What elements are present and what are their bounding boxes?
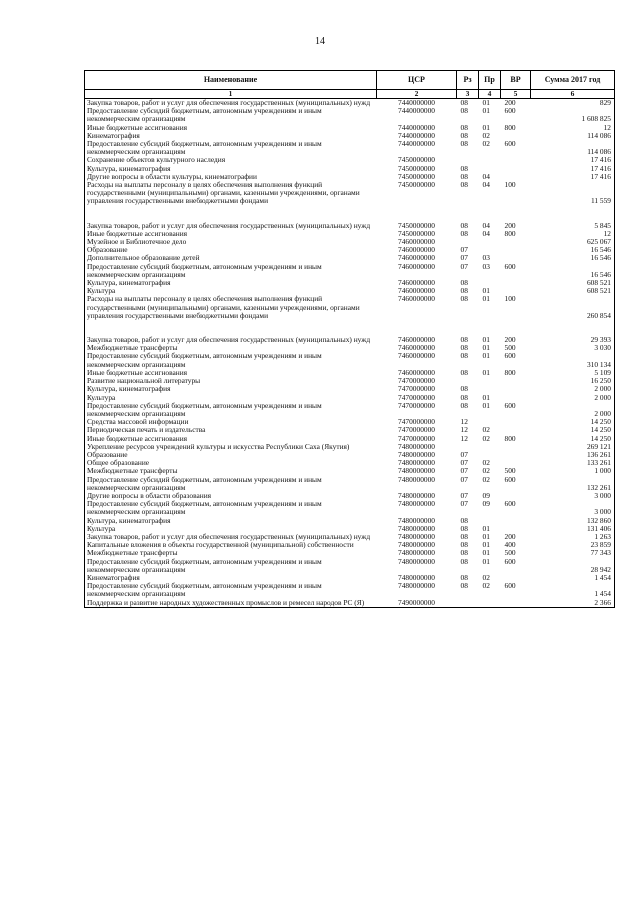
cell-amount: 136 261 xyxy=(531,451,615,459)
table-row xyxy=(85,402,615,418)
cell-code: 7460000000 xyxy=(398,294,435,304)
header-rz: Рз xyxy=(457,71,479,90)
cell-name: Иные бюджетные ассигнования xyxy=(85,369,377,377)
cell-name: Культура xyxy=(85,287,377,295)
cell-vr: 600 xyxy=(504,581,516,591)
cell-name: Кинематография xyxy=(85,574,377,582)
cell-name: Предоставление субсидий бюджетным, автономным учреждениям и иным некоммерческим организациям xyxy=(85,352,377,368)
header-vr: ВР xyxy=(501,71,531,90)
cell-name: Культура, кинематография xyxy=(85,385,377,393)
cell-code: 7470000000 xyxy=(398,384,435,394)
cell-pr: 01 xyxy=(482,400,490,410)
cell-rz: 08 xyxy=(460,106,468,116)
cell-pr: 04 xyxy=(482,220,490,230)
cell-pr: 01 xyxy=(482,392,490,402)
cell-rz: 08 xyxy=(460,294,468,304)
spacer-cell xyxy=(85,320,377,336)
cell-rz: 08 xyxy=(460,572,468,582)
cell-amount: 12 xyxy=(531,230,615,238)
cell-amount: 2 000 xyxy=(531,402,615,418)
cell-rz: 08 xyxy=(460,98,468,107)
cell-code: 7480000000 xyxy=(398,441,435,451)
table-row xyxy=(85,263,615,279)
cell-name: Поддержка и развитие народных художественных промыслов и ремесел народов РС (Я) xyxy=(85,599,377,608)
cell-pr xyxy=(479,238,501,246)
cell-amount: 16 250 xyxy=(531,377,615,385)
cell-pr: 09 xyxy=(482,490,490,500)
cell-pr: 01 xyxy=(482,335,490,345)
cell-name: Культура xyxy=(85,394,377,402)
cell-code: 7460000000 xyxy=(398,261,435,271)
cell-amount: 625 067 xyxy=(531,238,615,246)
cell-rz: 08 xyxy=(460,228,468,238)
cell-pr xyxy=(479,443,501,451)
cell-vr: 500 xyxy=(504,548,516,558)
cell-name: Предоставление субсидий бюджетным, автономным учреждениям и иным некоммерческим организациям xyxy=(85,107,377,123)
cell-rz: 07 xyxy=(460,490,468,500)
cell-name: Капитальные вложения в объекты государственной (муниципальной) собственности xyxy=(85,541,377,549)
cell-amount: 1 000 xyxy=(531,467,615,475)
column-number: 4 xyxy=(479,90,501,99)
header-pr: Пр xyxy=(479,71,501,90)
cell-rz: 08 xyxy=(460,540,468,550)
cell-vr: 500 xyxy=(504,343,516,353)
cell-rz: 08 xyxy=(460,392,468,402)
header-name: Наименование xyxy=(85,71,377,90)
column-number: 3 xyxy=(457,90,479,99)
table-row xyxy=(85,352,615,368)
cell-pr: 02 xyxy=(482,581,490,591)
cell-code: 7480000000 xyxy=(398,449,435,459)
cell-vr: 800 xyxy=(504,433,516,443)
cell-name: Предоставление субсидий бюджетным, автономным учреждениям и иным некоммерческим организациям xyxy=(85,476,377,492)
cell-pr: 02 xyxy=(482,466,490,476)
cell-amount: 12 xyxy=(531,124,615,132)
cell-vr xyxy=(501,156,531,164)
cell-rz: 08 xyxy=(460,122,468,132)
table-header-row xyxy=(85,71,615,90)
cell-pr: 02 xyxy=(482,572,490,582)
cell-amount: 3 030 xyxy=(531,344,615,352)
table-row xyxy=(85,181,615,206)
cell-code: 7470000000 xyxy=(398,433,435,443)
cell-amount: 829 xyxy=(531,99,615,108)
cell-amount: 16 546 xyxy=(531,263,615,279)
cell-rz: 07 xyxy=(460,449,468,459)
cell-rz: 08 xyxy=(460,384,468,394)
cell-amount: 132 261 xyxy=(531,476,615,492)
cell-name: Дополнительное образование детей xyxy=(85,254,377,262)
cell-code: 7480000000 xyxy=(398,474,435,484)
cell-pr: 03 xyxy=(482,253,490,263)
cell-amount: 269 121 xyxy=(531,443,615,451)
cell-amount: 23 859 xyxy=(531,541,615,549)
cell-pr: 02 xyxy=(482,425,490,435)
cell-code: 7450000000 xyxy=(398,180,435,190)
cell-vr: 600 xyxy=(504,351,516,361)
cell-amount: 114 086 xyxy=(531,140,615,156)
spacer-cell xyxy=(501,206,531,222)
cell-code: 7460000000 xyxy=(398,245,435,255)
cell-pr: 02 xyxy=(482,458,490,468)
cell-pr: 01 xyxy=(482,556,490,566)
cell-rz: 08 xyxy=(460,556,468,566)
cell-code: 7440000000 xyxy=(398,139,435,149)
cell-name: Культура, кинематография xyxy=(85,279,377,287)
cell-name: Периодическая печать и издательства xyxy=(85,426,377,434)
cell-code: 7480000000 xyxy=(398,556,435,566)
cell-name: Межбюджетные трансферты xyxy=(85,467,377,475)
cell-code: 7470000000 xyxy=(398,425,435,435)
cell-name: Предоставление субсидий бюджетным, автономным учреждениям и иным некоммерческим организациям xyxy=(85,402,377,418)
budget-table xyxy=(84,70,614,608)
table-row xyxy=(85,238,615,246)
cell-pr: 01 xyxy=(482,351,490,361)
cell-amount: 1 454 xyxy=(531,582,615,598)
cell-vr: 200 xyxy=(504,531,516,541)
cell-code: 7460000000 xyxy=(398,351,435,361)
cell-amount: 11 559 xyxy=(531,181,615,206)
page-number: 14 xyxy=(315,36,325,47)
cell-pr: 01 xyxy=(482,548,490,558)
cell-name: Другие вопросы в области культуры, кинематографии xyxy=(85,173,377,181)
cell-name: Иные бюджетные ассигнования xyxy=(85,230,377,238)
cell-code: 7480000000 xyxy=(398,466,435,476)
cell-name: Средства массовой информации xyxy=(85,418,377,426)
cell-rz: 07 xyxy=(460,466,468,476)
cell-name: Культура, кинематография xyxy=(85,165,377,173)
cell-amount: 28 942 xyxy=(531,558,615,574)
cell-amount: 3 000 xyxy=(531,492,615,500)
cell-vr xyxy=(501,599,531,608)
row-spacer xyxy=(85,206,615,222)
cell-rz: 08 xyxy=(460,581,468,591)
cell-code: 7470000000 xyxy=(398,392,435,402)
cell-amount: 5 845 xyxy=(531,222,615,230)
cell-name: Сохранение объектов культурного наследия xyxy=(85,156,377,164)
cell-amount: 16 546 xyxy=(531,246,615,254)
cell-vr: 500 xyxy=(504,466,516,476)
cell-rz: 08 xyxy=(460,515,468,525)
cell-name: Общее образование xyxy=(85,459,377,467)
spacer-cell xyxy=(479,206,501,222)
cell-vr: 200 xyxy=(504,335,516,345)
cell-vr xyxy=(501,451,531,459)
cell-vr xyxy=(501,279,531,287)
column-number: 6 xyxy=(531,90,615,99)
cell-pr: 01 xyxy=(482,106,490,116)
cell-amount: 2 000 xyxy=(531,385,615,393)
spacer-cell xyxy=(501,320,531,336)
cell-rz: 12 xyxy=(460,417,468,427)
cell-vr: 400 xyxy=(504,540,516,550)
table-row xyxy=(85,385,615,393)
cell-name: Закупка товаров, работ и услуг для обеспечения государственных (муниципальных) нужд xyxy=(85,222,377,230)
cell-pr: 01 xyxy=(482,367,490,377)
cell-rz: 08 xyxy=(460,335,468,345)
table-row xyxy=(85,517,615,525)
spacer-cell xyxy=(377,320,457,336)
cell-pr xyxy=(479,599,501,608)
cell-code: 7480000000 xyxy=(398,531,435,541)
table-row xyxy=(85,500,615,516)
cell-code: 7440000000 xyxy=(398,98,435,107)
cell-pr: 01 xyxy=(482,286,490,296)
cell-name: Межбюджетные трансферты xyxy=(85,344,377,352)
cell-code: 7490000000 xyxy=(377,599,457,608)
cell-rz: 08 xyxy=(460,163,468,173)
cell-pr: 01 xyxy=(482,523,490,533)
table-row xyxy=(85,451,615,459)
cell-pr: 02 xyxy=(482,433,490,443)
cell-pr xyxy=(479,156,501,164)
cell-amount: 17 416 xyxy=(531,156,615,164)
cell-amount: 16 546 xyxy=(531,254,615,262)
cell-vr xyxy=(501,165,531,173)
cell-pr: 01 xyxy=(482,122,490,132)
cell-rz: 08 xyxy=(460,523,468,533)
table-row xyxy=(85,558,615,574)
cell-vr xyxy=(501,385,531,393)
column-number: 5 xyxy=(501,90,531,99)
cell-amount: 14 250 xyxy=(531,435,615,443)
cell-name: Иные бюджетные ассигнования xyxy=(85,435,377,443)
cell-code: 7480000000 xyxy=(398,581,435,591)
table-row xyxy=(85,476,615,492)
cell-name: Развитие национальной литературы xyxy=(85,377,377,385)
header-code: ЦСР xyxy=(377,71,457,90)
cell-code: 7480000000 xyxy=(398,515,435,525)
cell-name: Предоставление субсидий бюджетным, автономным учреждениям и иным некоммерческим организациям xyxy=(85,582,377,598)
cell-code: 7440000000 xyxy=(398,106,435,116)
cell-amount: 1 263 xyxy=(531,533,615,541)
cell-code: 7480000000 xyxy=(398,490,435,500)
cell-name: Образование xyxy=(85,451,377,459)
cell-amount: 17 416 xyxy=(531,173,615,181)
cell-amount: 2 000 xyxy=(531,394,615,402)
spacer-cell xyxy=(457,206,479,222)
cell-code: 7480000000 xyxy=(398,572,435,582)
cell-vr xyxy=(501,443,531,451)
table-row xyxy=(85,443,615,451)
cell-pr: 01 xyxy=(482,343,490,353)
cell-code: 7460000000 xyxy=(398,335,435,345)
cell-pr: 09 xyxy=(482,499,490,509)
cell-vr: 100 xyxy=(504,294,516,304)
cell-code: 7460000000 xyxy=(398,253,435,263)
cell-code: 7460000000 xyxy=(398,343,435,353)
cell-code: 7480000000 xyxy=(398,458,435,468)
cell-rz: 07 xyxy=(460,474,468,484)
cell-name: Предоставление субсидий бюджетным, автономным учреждениям и иным некоммерческим организациям xyxy=(85,500,377,516)
spacer-cell xyxy=(457,320,479,336)
table-row xyxy=(85,599,615,608)
cell-amount: 310 134 xyxy=(531,352,615,368)
cell-vr: 100 xyxy=(504,180,516,190)
header-sum: Сумма 2017 год xyxy=(531,71,615,90)
table-row xyxy=(85,295,615,320)
cell-amount: 608 521 xyxy=(531,279,615,287)
cell-rz: 07 xyxy=(460,245,468,255)
cell-vr xyxy=(501,418,531,426)
cell-vr xyxy=(501,517,531,525)
cell-rz: 08 xyxy=(460,286,468,296)
cell-name: Расходы на выплаты персоналу в целях обеспечения выполнения функций государственными (муниципальными) органами, казенными учреждениями, органами управления государственными внебюджетными фондами xyxy=(85,295,377,320)
cell-rz: 08 xyxy=(460,220,468,230)
cell-pr: 01 xyxy=(482,531,490,541)
cell-pr: 02 xyxy=(482,139,490,149)
cell-rz xyxy=(457,599,479,608)
table-body xyxy=(85,99,615,608)
spacer-cell xyxy=(531,320,615,336)
cell-vr: 800 xyxy=(504,367,516,377)
cell-vr: 800 xyxy=(504,228,516,238)
cell-pr: 04 xyxy=(482,180,490,190)
spacer-cell xyxy=(531,206,615,222)
table-row xyxy=(85,582,615,598)
cell-code: 7440000000 xyxy=(398,122,435,132)
cell-rz: 08 xyxy=(460,367,468,377)
row-spacer xyxy=(85,320,615,336)
cell-code: 7460000000 xyxy=(398,278,435,288)
spacer-cell xyxy=(377,206,457,222)
cell-code: 7450000000 xyxy=(398,220,435,230)
cell-vr: 600 xyxy=(504,106,516,116)
cell-name: Образование xyxy=(85,246,377,254)
cell-name: Другие вопросы в области образования xyxy=(85,492,377,500)
cell-code: 7450000000 xyxy=(398,163,435,173)
cell-pr xyxy=(479,377,501,385)
cell-rz: 07 xyxy=(460,253,468,263)
column-number: 1 xyxy=(85,90,377,99)
cell-name: Культура xyxy=(85,525,377,533)
cell-amount: 1 454 xyxy=(531,574,615,582)
cell-name: Предоставление субсидий бюджетным, автономным учреждениям и иным некоммерческим организациям xyxy=(85,263,377,279)
cell-pr: 01 xyxy=(482,540,490,550)
cell-name: Кинематография xyxy=(85,132,377,140)
cell-code: 7450000000 xyxy=(398,171,435,181)
cell-code: 7480000000 xyxy=(398,548,435,558)
cell-rz: 08 xyxy=(460,139,468,149)
cell-name: Межбюджетные трансферты xyxy=(85,549,377,557)
cell-amount: 2 366 xyxy=(531,599,615,608)
table-row xyxy=(85,107,615,123)
cell-rz: 07 xyxy=(460,499,468,509)
spacer-cell xyxy=(479,320,501,336)
cell-rz: 12 xyxy=(460,433,468,443)
cell-rz: 08 xyxy=(460,343,468,353)
cell-code: 7440000000 xyxy=(398,130,435,140)
cell-amount: 17 416 xyxy=(531,165,615,173)
cell-amount: 14 250 xyxy=(531,426,615,434)
cell-amount: 131 406 xyxy=(531,525,615,533)
cell-amount: 77 343 xyxy=(531,549,615,557)
cell-pr: 01 xyxy=(482,98,490,107)
cell-amount: 132 860 xyxy=(531,517,615,525)
cell-name: Культура, кинематография xyxy=(85,517,377,525)
cell-pr: 04 xyxy=(482,171,490,181)
cell-vr: 800 xyxy=(504,122,516,132)
cell-pr: 04 xyxy=(482,228,490,238)
cell-name: Закупка товаров, работ и услуг для обеспечения государственных (муниципальных) нужд xyxy=(85,99,377,108)
cell-amount: 260 854 xyxy=(531,295,615,320)
cell-rz: 08 xyxy=(460,171,468,181)
cell-vr xyxy=(501,238,531,246)
cell-code: 7480000000 xyxy=(398,499,435,509)
cell-rz: 12 xyxy=(460,425,468,435)
cell-vr: 600 xyxy=(504,556,516,566)
cell-amount: 5 109 xyxy=(531,369,615,377)
cell-code: 7460000000 xyxy=(398,286,435,296)
cell-amount: 608 521 xyxy=(531,287,615,295)
cell-rz: 08 xyxy=(460,130,468,140)
cell-code: 7470000000 xyxy=(398,400,435,410)
cell-pr: 02 xyxy=(482,474,490,484)
cell-code: 7470000000 xyxy=(398,376,435,386)
table-row xyxy=(85,124,615,132)
cell-amount: 29 393 xyxy=(531,336,615,344)
cell-vr: 600 xyxy=(504,261,516,271)
cell-vr: 200 xyxy=(504,220,516,230)
cell-name: Предоставление субсидий бюджетным, автономным учреждениям и иным некоммерческим организациям xyxy=(85,140,377,156)
cell-amount: 1 608 825 xyxy=(531,107,615,123)
cell-rz: 08 xyxy=(460,531,468,541)
cell-rz: 08 xyxy=(460,548,468,558)
cell-name: Закупка товаров, работ и услуг для обеспечения государственных (муниципальных) нужд xyxy=(85,533,377,541)
cell-code: 7450000000 xyxy=(398,228,435,238)
cell-rz: 07 xyxy=(460,458,468,468)
cell-vr xyxy=(501,377,531,385)
table-row xyxy=(85,140,615,156)
cell-rz: 08 xyxy=(460,180,468,190)
cell-name: Укрепление ресурсов учреждений культуры и искусства Республики Саха (Якутия) xyxy=(85,443,377,451)
cell-name: Иные бюджетные ассигнования xyxy=(85,124,377,132)
cell-code: 7450000000 xyxy=(398,155,435,165)
cell-code: 7460000000 xyxy=(398,367,435,377)
cell-vr: 600 xyxy=(504,139,516,149)
cell-code: 7480000000 xyxy=(398,523,435,533)
cell-amount: 114 086 xyxy=(531,132,615,140)
cell-name: Закупка товаров, работ и услуг для обеспечения государственных (муниципальных) нужд xyxy=(85,336,377,344)
cell-vr: 600 xyxy=(504,499,516,509)
cell-name: Расходы на выплаты персоналу в целях обеспечения выполнения функций государственными (муниципальными) органами, казенными учреждениями, органами управления государственными внебюджетными фондами xyxy=(85,181,377,206)
cell-pr: 01 xyxy=(482,294,490,304)
cell-pr: 02 xyxy=(482,130,490,140)
cell-rz: 07 xyxy=(460,261,468,271)
cell-amount: 133 261 xyxy=(531,459,615,467)
column-number: 2 xyxy=(377,90,457,99)
cell-amount: 3 000 xyxy=(531,500,615,516)
cell-vr: 200 xyxy=(504,98,516,107)
cell-code: 7480000000 xyxy=(398,540,435,550)
cell-rz: 08 xyxy=(460,351,468,361)
cell-rz: 08 xyxy=(460,278,468,288)
cell-vr: 600 xyxy=(504,474,516,484)
cell-code: 7470000000 xyxy=(398,417,435,427)
cell-rz: 08 xyxy=(460,400,468,410)
cell-amount: 14 250 xyxy=(531,418,615,426)
cell-vr: 600 xyxy=(504,400,516,410)
cell-name: Предоставление субсидий бюджетным, автономным учреждениям и иным некоммерческим организациям xyxy=(85,558,377,574)
cell-vr xyxy=(501,246,531,254)
spacer-cell xyxy=(85,206,377,222)
cell-code: 7460000000 xyxy=(398,237,435,247)
table-row xyxy=(85,279,615,287)
cell-name: Музейное и Библиотечное дело xyxy=(85,238,377,246)
cell-pr: 03 xyxy=(482,261,490,271)
